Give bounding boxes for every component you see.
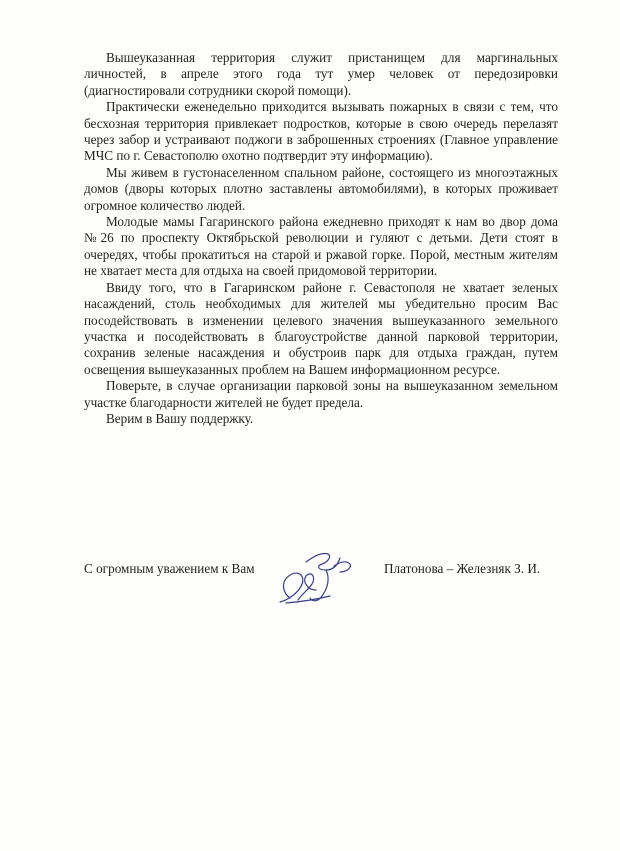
signatory-name: Платонова – Железняк З. И. xyxy=(384,561,541,576)
paragraph-young-mothers: Молодые мамы Гагаринского района ежедневно приходят к нам во двор дома №26 по проспекту Октябрьской революции и гуляют с детьми. Дети стоят в очередях, чтобы прокатиться на старой и ржавой горке. Порой, местным жителям не хватает места для отдыха на своей придомовой территории. xyxy=(84,214,558,279)
letter-body xyxy=(84,50,558,427)
paragraph-support: Верим в Вашу поддержку. xyxy=(106,410,254,426)
paragraph-marginal-persons: Вышеуказанная территория служит пристанищем для маргинальных личностей, в апреле этого года тут умер человек от передозировки (диагностировали сотрудники скорой помощи). xyxy=(84,50,558,98)
paragraph-request: Ввиду того, что в Гагаринском районе г. Севастополя не хватает зеленых насаждений, столь необходимых для жителей мы убедительно просим Вас посодействовать в изменении целевого значения вышеуказанного земельного участка и посодействовать в благоустройстве данной парковой территории, сохранив зеленые насаждения и обустроив парк для отдыха граждан, путем освещения вышеуказанных проблем на Вашем информационном ресурсе. xyxy=(84,279,558,377)
paragraph-fire-calls: Практически еженедельно приходится вызывать пожарных в связи с тем, что бесхозная территория привлекает подростков, которые в свою очередь перелазят через забор и устраивают поджоги в заброшенных строениях (Главное управление МЧС по г. Севастополю охотно подтвердит эту информацию). xyxy=(84,99,558,164)
handwritten-signature xyxy=(268,540,358,610)
closing-phrase: С огромным уважением к Вам xyxy=(84,561,255,576)
paragraph-gratitude: Поверьте, в случае организации парковой зоны на вышеуказанном земельном участке благодарности жителей не будет предела. xyxy=(84,378,558,410)
paragraph-dense-district: Мы живем в густонаселенном спальном районе, состоящего из многоэтажных домов (дворы которых плотно заставлены автомобилями), в которых проживает огромное количество людей. xyxy=(84,164,558,213)
